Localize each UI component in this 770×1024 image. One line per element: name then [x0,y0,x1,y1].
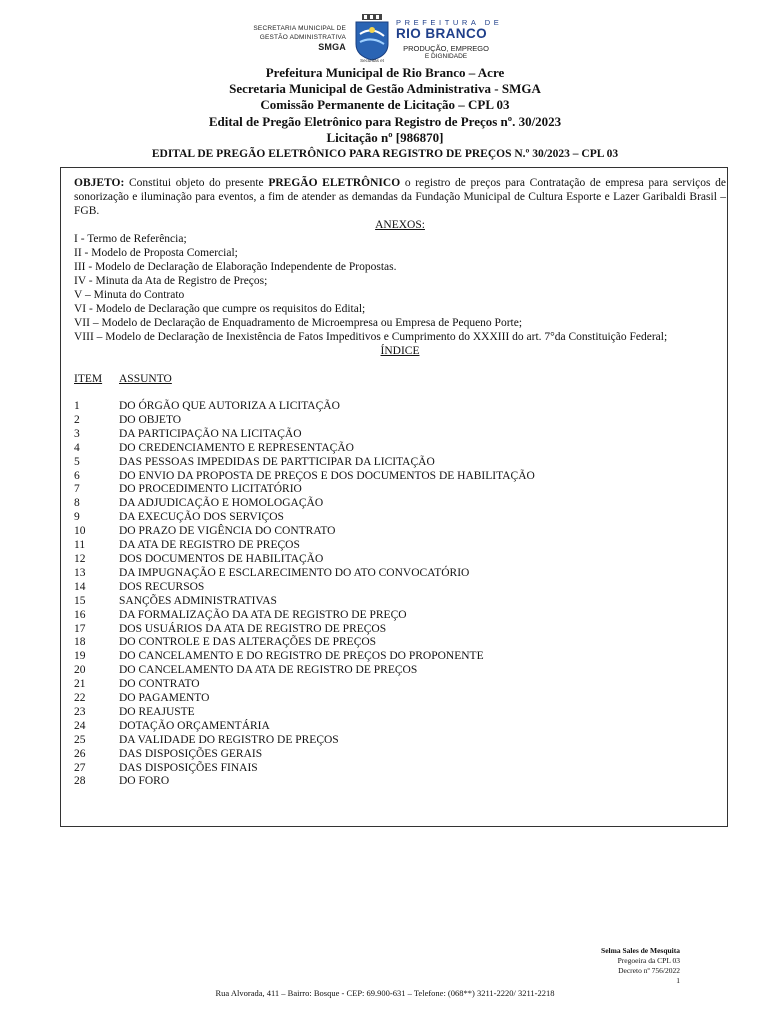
indice-row [74,400,726,414]
indice-item-subject: DA ATA DE REGISTRO DE PREÇOS [119,539,300,552]
heading-line-6: EDITAL DE PREGÃO ELETRÔNICO PARA REGISTRO DE PREÇOS N.º 30/2023 – CPL 03 [151,148,619,161]
indice-item-subject: DO ÓRGÃO QUE AUTORIZA A LICITAÇÃO [119,400,340,412]
indice-row [74,470,726,484]
prefeitura-line4: E DIGNIDADE [424,53,468,60]
indice-item-number: 19 [74,650,86,663]
smga-logo-text [236,24,346,53]
indice-row [74,623,726,637]
indice-item-subject: DA PARTICIPAÇÃO NA LICITAÇÃO [119,427,302,440]
indice-item-subject: DO REAJUSTE [119,705,195,718]
indice-row [74,664,726,678]
indice-row [74,748,726,762]
heading-line-3: Comissão Permanente de Licitação – CPL 03 [260,97,510,113]
signature-decree: Decreto nº 756/2022 [618,966,680,975]
indice-row [74,678,726,692]
indice-item-subject: DOS USUÁRIOS DA ATA DE REGISTRO DE PREÇOS [119,622,387,635]
smga-line2: GESTÃO ADMINISTRATIVA [259,34,346,41]
indice-item-subject: DA IMPUGNAÇÃO E ESCLARECIMENTO DO ATO CONVOCATÓRIO [119,566,470,579]
anexo-item: III - Modelo de Declaração de Elaboração Independente de Propostas. [74,261,397,273]
indice-item-subject: DO CREDENCIAMENTO E REPRESENTAÇÃO [119,441,354,454]
indice-item-subject: DO PAGAMENTO [119,692,210,705]
indice-item-number: 14 [74,580,86,593]
indice-row [74,511,726,525]
indice-item-subject: DA FORMALIZAÇÃO DA ATA DE REGISTRO DE PREÇO [119,608,407,621]
indice-item-subject: SANÇÕES ADMINISTRATIVAS [119,594,277,607]
indice-item-number: 25 [74,733,86,746]
indice-item-number: 13 [74,566,86,579]
indice-item-subject: DO CONTRATO [119,678,200,691]
indice-item-subject: DAS DISPOSIÇÕES GERAIS [119,747,263,760]
indice-item-subject: DO PRAZO DE VIGÊNCIA DO CONTRATO [119,525,336,538]
indice-row [74,539,726,553]
indice-item-number: 15 [74,594,86,607]
indice-item-number: 10 [74,525,86,538]
indice-row [74,706,726,720]
objeto-text-after: o registro de preços para Contratação de empresa para serviços de sonorização e iluminação para eventos, a fim de atender as demandas da Fundação Municipal de Cultura Esporte e Lazer Garibaldi Brasil – FGB. [74,177,727,217]
indice-item-number: 5 [74,455,80,468]
anexo-item: VI - Modelo de Declaração que cumpre os requisitos do Edital; [74,303,366,315]
objeto-label: OBJETO: [74,177,125,189]
anexo-item: VII – Modelo de Declaração de Enquadramento de Microempresa ou Empresa de Pequeno Porte; [74,317,523,329]
anexo-item: II - Modelo de Proposta Comercial; [74,247,238,259]
indice-row [74,650,726,664]
header-logos [236,14,536,64]
indice-item-number: 1 [74,400,80,412]
indice-row [74,762,726,776]
heading-line-4: Edital de Pregão Eletrônico para Registro de Preços nº. 30/2023 [208,113,562,129]
indice-item-subject: DO OBJETO [119,413,182,426]
anexos-title: ANEXOS: [375,219,425,231]
prefeitura-line1: PREFEITURA DE [396,18,503,27]
heading-line-1: Prefeitura Municipal de Rio Branco – Acre [265,65,505,80]
indice-item-subject: DO CANCELAMENTO E DO REGISTRO DE PREÇOS DO PROPONENTE [119,650,484,663]
indice-item-number: 18 [74,636,86,649]
indice-item-number: 7 [74,483,80,496]
indice-item-number: 12 [74,552,86,565]
objeto-bold-term: PREGÃO ELETRÔNICO [268,177,401,189]
indice-item-number: 27 [74,761,86,774]
indice-item-subject: DO FORO [119,775,170,788]
indice-row [74,456,726,470]
indice-item-subject: DO ENVIO DA PROPOSTA DE PREÇOS E DOS DOCUMENTOS DE HABILITAÇÃO [119,469,535,482]
smga-line1: SECRETARIA MUNICIPAL DE [253,25,346,32]
indice-item-number: 28 [74,775,86,788]
indice-item-subject: DOTAÇÃO ORÇAMENTÁRIA [119,719,270,732]
heading-line-5: Licitação nº [986870] [326,129,444,145]
indice-row [74,497,726,511]
indice-item-subject: DOS DOCUMENTOS DE HABILITAÇÃO [119,552,324,565]
indice-item-subject: DO CONTROLE E DAS ALTERAÇÕES DE PREÇOS [119,636,377,649]
document-heading [0,65,770,162]
indice-item-number: 21 [74,678,86,691]
indice-item-number: 8 [74,497,80,510]
indice-item-number: 16 [74,608,86,621]
anexo-item: VIII – Modelo de Declaração de Inexistência de Fatos Impeditivos e Cumprimento do XXXIII do art. 7°da Constituição Federal; [74,331,668,343]
indice-col-item: ITEM [74,373,103,385]
indice-item-number: 24 [74,719,86,732]
prefeitura-line2: RIO BRANCO [396,26,487,41]
objeto-text-before: Constitui objeto do presente [124,177,269,189]
anexo-item: V – Minuta do Contrato [74,289,185,301]
indice-row [74,609,726,623]
signature-name: Selma Sales de Mesquita [601,946,680,955]
indice-item-number: 17 [74,622,86,635]
indice-row [74,720,726,734]
signature-block [601,946,680,986]
indice-item-subject: DAS PESSOAS IMPEDIDAS DE PARTTICIPAR DA LICITAÇÃO [119,455,435,468]
anexo-item: IV - Minuta da Ata de Registro de Preços; [74,275,268,287]
indice-row [74,483,726,497]
indice-row [74,553,726,567]
indice-row [74,428,726,442]
indice-item-number: 2 [74,413,80,426]
prefeitura-line3: PRODUÇÃO, EMPREGO [403,44,489,53]
indice-item-subject: DAS DISPOSIÇÕES FINAIS [119,761,258,774]
indice-row [74,636,726,650]
indice-item-subject: DO CANCELAMENTO DA ATA DE REGISTRO DE PREÇOS [119,664,418,677]
indice-col-assunto: ASSUNTO [119,373,172,385]
heading-line-2: Secretaria Municipal de Gestão Administrativa - SMGA [229,81,541,97]
indice-item-subject: DO PROCEDIMENTO LICITATÓRIO [119,483,302,496]
anexos-list [74,232,726,344]
indice-title: ÍNDICE [380,345,420,357]
objeto-paragraph [74,176,726,218]
crest-caption: Securitas et [360,58,384,63]
content-body [74,176,726,789]
indice-row [74,525,726,539]
indice-item-number: 26 [74,747,86,760]
indice-item-number: 6 [74,469,80,482]
indice-header [74,372,726,386]
indice-row [74,775,726,789]
indice-item-number: 9 [74,511,80,524]
indice-item-subject: DA ADJUDICAÇÃO E HOMOLOGAÇÃO [119,497,324,510]
indice-row [74,442,726,456]
indice-item-number: 3 [74,427,80,440]
indice-item-number: 23 [74,705,86,718]
indice-item-subject: DOS RECURSOS [119,580,205,593]
indice-row [74,734,726,748]
indice-item-number: 11 [74,539,86,552]
indice-item-subject: DA EXECUÇÃO DOS SERVIÇOS [119,511,284,524]
anexo-item: I - Termo de Referência; [74,233,187,245]
indice-item-number: 20 [74,664,86,677]
indice-row [74,692,726,706]
smga-abbr: SMGA [318,42,346,52]
prefeitura-logo-text [396,18,502,61]
indice-rows [74,400,726,789]
indice-row [74,595,726,609]
footer-address: Rua Alvorada, 411 – Bairro: Bosque - CEP: 69.900-631 – Telefone: (068**) 3211-2220/ 3211-2218 [215,988,555,998]
indice-item-subject: DA VALIDADE DO REGISTRO DE PREÇOS [119,733,339,746]
indice-row [74,567,726,581]
indice-row [74,414,726,428]
indice-item-number: 22 [74,692,86,705]
indice-item-number: 4 [74,441,80,454]
signature-role: Pregoeira da CPL 03 [617,956,680,965]
page-number: 1 [676,976,680,985]
indice-row [74,581,726,595]
rio-branco-crest-icon [352,14,392,64]
